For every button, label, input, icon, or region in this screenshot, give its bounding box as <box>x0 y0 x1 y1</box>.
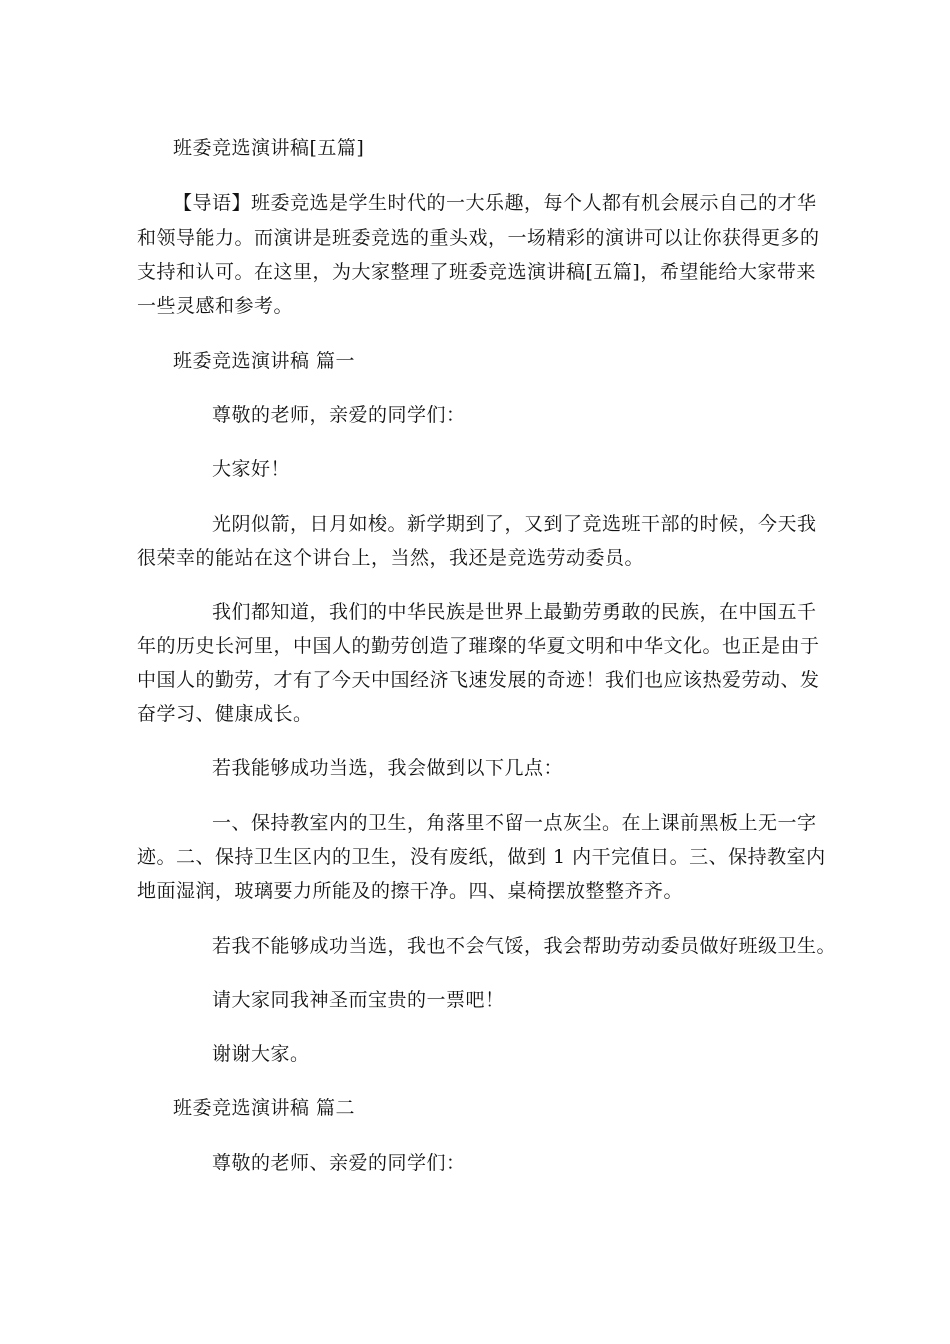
intro-line: 和领导能力。而演讲是班委竞选的重头戏，一场精彩的演讲可以让你获得更多的 <box>137 227 820 249</box>
paragraph-line: 很荣幸的能站在这个讲台上，当然，我还是竞选劳动委员。 <box>137 547 645 569</box>
paragraph: 若我能够成功当选，我会做到以下几点： <box>212 757 564 779</box>
hello-line: 大家好！ <box>212 458 291 480</box>
closing-line: 谢谢大家。 <box>212 1043 310 1065</box>
intro-line: 支持和认可。在这里，为大家整理了班委竞选演讲稿[五篇]，希望能给大家带来 <box>137 261 816 283</box>
intro-line: 一些灵感和参考。 <box>137 295 294 317</box>
section-heading: 班委竞选演讲稿 篇二 <box>173 1097 356 1119</box>
greeting: 尊敬的老师、亲爱的同学们： <box>212 1152 466 1174</box>
paragraph-line: 年的历史长河里，中国人的勤劳创造了璀璨的华夏文明和中华文化。也正是由于 <box>137 635 820 657</box>
section-heading: 班委竞选演讲稿 篇一 <box>173 350 356 372</box>
greeting: 尊敬的老师，亲爱的同学们： <box>212 404 466 426</box>
paragraph-line: 地面湿润，玻璃要力所能及的擦干净。四、桌椅摆放整整齐齐。 <box>137 880 684 902</box>
intro-line: 【导语】班委竞选是学生时代的一大乐趣，每个人都有机会展示自己的才华 <box>173 192 817 214</box>
document-title: 班委竞选演讲稿[五篇] <box>173 137 365 159</box>
paragraph-line: 我们都知道，我们的中华民族是世界上最勤劳勇敢的民族，在中国五千 <box>212 601 817 623</box>
paragraph-line: 奋学习、健康成长。 <box>137 703 313 725</box>
paragraph-line: 中国人的勤劳，才有了今天中国经济飞速发展的奇迹！我们也应该热爱劳动、发 <box>137 669 820 691</box>
paragraph-line: 一、保持教室内的卫生，角落里不留一点灰尘。在上课前黑板上无一字 <box>212 812 817 834</box>
paragraph: 请大家同我神圣而宝贵的一票吧！ <box>212 989 505 1011</box>
paragraph-line: 迹。二、保持卫生区内的卫生，没有废纸，做到 1 内干完值日。三、保持教室内 <box>137 846 826 868</box>
paragraph: 若我不能够成功当选，我也不会气馁，我会帮助劳动委员做好班级卫生。 <box>212 935 837 957</box>
paragraph-line: 光阴似箭，日月如梭。新学期到了，又到了竞选班干部的时候，今天我 <box>212 513 817 535</box>
